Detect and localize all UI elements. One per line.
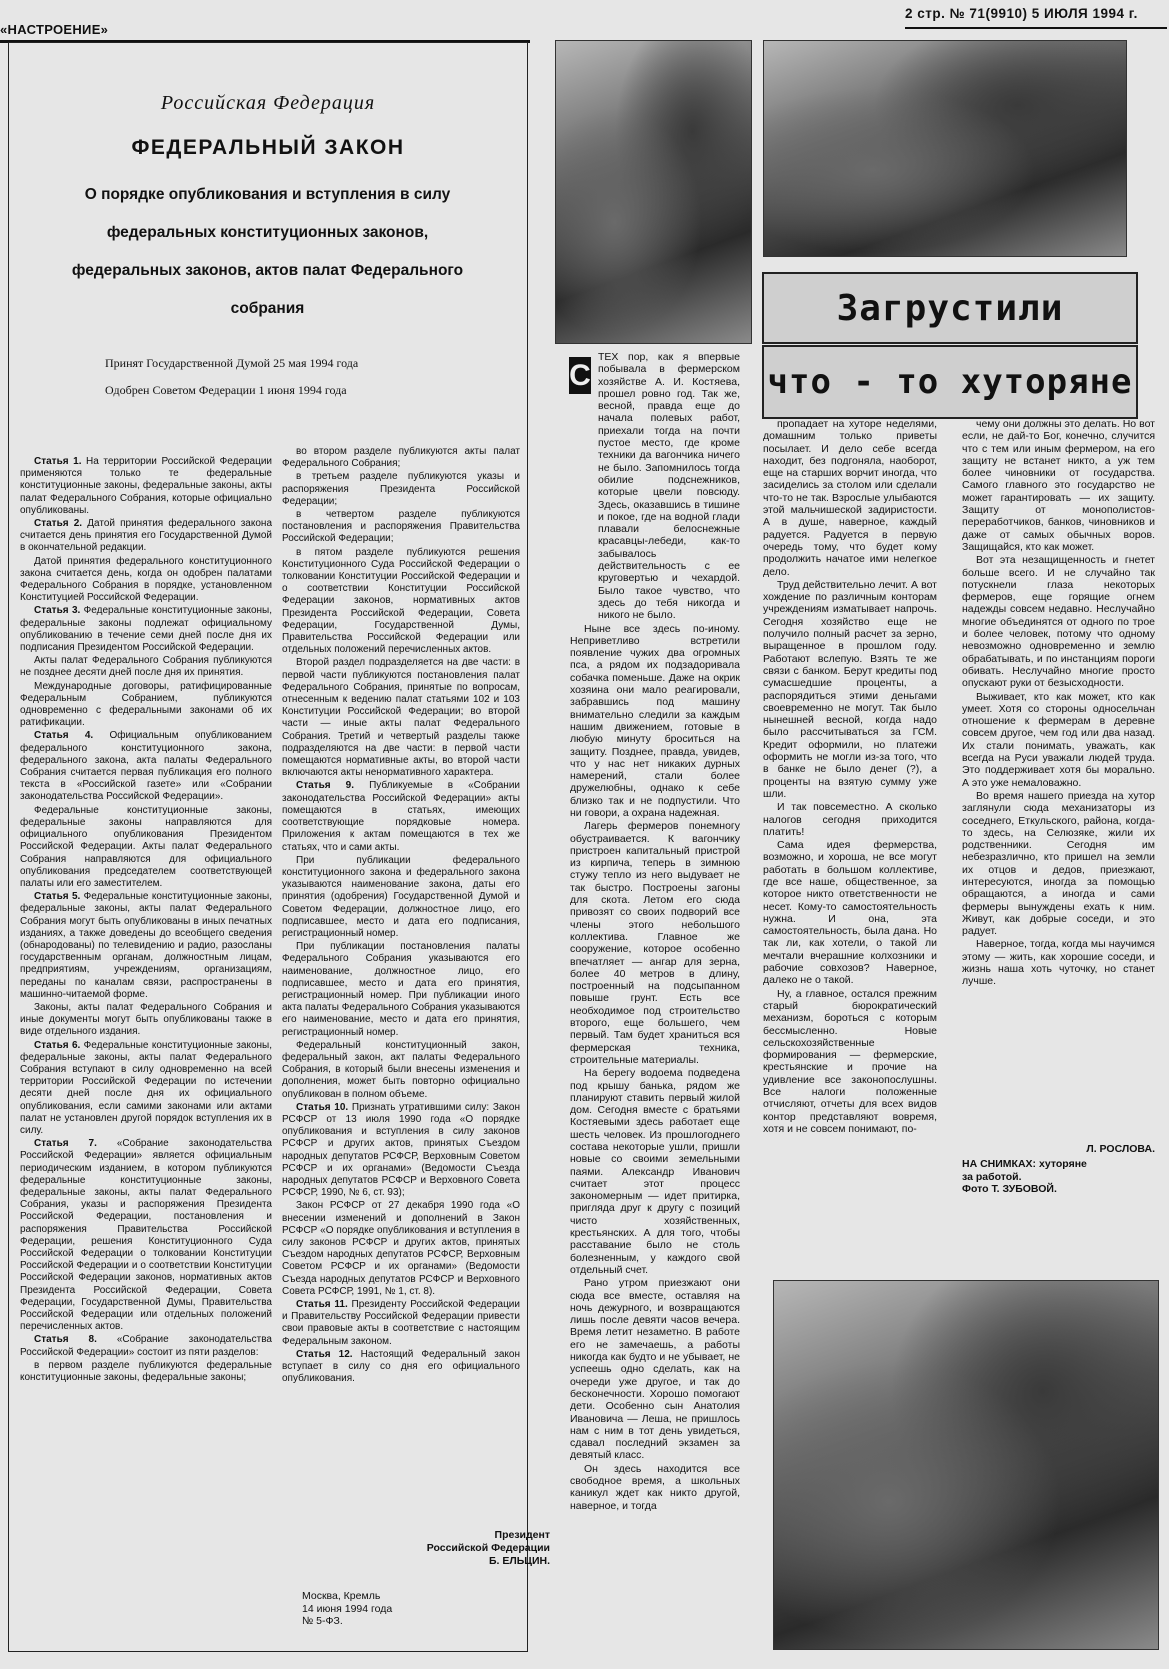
law-paragraph: [282, 471, 520, 508]
law-text: «Собрание законодательства Российской Федерации» состоит из пяти разделов:: [20, 1334, 272, 1358]
law-paragraph: [20, 1138, 272, 1333]
law-text: Федеральный конституционный закон, федеральный закон, акт палаты Федерального Собрания, в который были внесены изменения и дополнения, может быть повторно официально опубликован в полном объеме.: [282, 1039, 520, 1100]
article-paragraph: Наверное, тогда, когда мы научимся этому — жить, как хорошие соседи, и жизнь наша хоть чуточку, но станет лучше.: [962, 938, 1155, 988]
article-paragraph: Рано утром приезжают они сюда все вместе, оставляя на ночь дежурного, и возвращаются лишь после девяти часов вечера. Время летит незаметно. В работе его не замечаешь, а работы никогда как будто и не убывает, не успеешь одно сделать, как на очереди уже другое, и так до бесконечности. Хорошо помогают дети. Особенно сын Анатолия Ивановича — Леша, не пришлось нам с ним в тот день увидеться, сдавал последний экзамен за девятый класс.: [570, 1277, 740, 1462]
law-paragraph: [282, 1040, 520, 1101]
law-text: Закон РСФСР от 27 декабря 1990 года «О внесении изменений и дополнений в Закон РСФСР «О порядке опубликования и вступления в силу законов РСФСР и других актов, принятых Съездом народных депутатов РСФСР, Верховным Советом РСФСР и их органами» (Ведомости Съезда народных депутатов РСФСР и Верховного Совета РСФСР, 1991, № 1, ст. 8).: [282, 1200, 520, 1297]
article-paragraph: Ныне все здесь по-иному. Неприветливо встретили появление чужих два огромных пса, а рядом их подзадоривала собачка поменьше. Даже на окрик хозяина они мало реагировали, забравшись под машину внимательно следили за каждым нашим движением, готовые в любую минуту броситься на защиту. Позднее, правда, увидев, что у нас нет никаких дурных намерений, стали более дружелюбны, однако к себе близко так и не подпустили. Что ни говори, а охрана надежная.: [570, 622, 740, 819]
photo-tractor-farmer: [773, 1280, 1159, 1650]
law-paragraph: [282, 1102, 520, 1200]
article-column-1: [570, 351, 740, 1656]
article-column-2: [763, 418, 937, 1268]
article-number: Статья 2.: [34, 518, 83, 530]
law-text: При публикации постановления палаты Федерального Собрания указываются его наименование, должностное лицо, его подписавшее, место и дата его принятия, регистрационный номер. При публикации иного акта палаты Федерального Собрания указываются его наименование, место и дата его принятия, регистрационный номер.: [282, 941, 520, 1038]
article-column-3: [962, 418, 1155, 1138]
law-signature: [300, 1529, 550, 1568]
law-text: Публикуемые в «Собрании законодательства Российской Федерации» акты помещаются в статьях, имеющих соответствующие порядковые номера. Приложения к актам помещаются в тех же статьях, что и сами акты.: [282, 780, 520, 853]
article-number: Статья 1.: [34, 456, 82, 467]
law-paragraph: [282, 547, 520, 657]
law-text: в пятом разделе публикуются решения Конституционного Суда Российской Федерации о толковании Конституции Российской Федерации и о соответствии Конституции Российской Федерации законов, нормативных актов Президента Российской Федерации, Совета Федерации, Государственной Думы, Правительства Российской Федерации или отдельных положений перечисленных актов.: [282, 546, 520, 656]
article-paragraph: ТЕХ пор, как я впервые побывала в фермерском хозяйстве А. И. Костяева, прошел ровно год. Так же, весной, правда еще до начала полевых работ, приехали тогда на почти пустое место, где кроме техники да вагончика ничего не было. Запомнилось тогда обилие подснежников, которые цвели повсюду. Здесь, оказавшись в тишине и покое, где на водной глади плавали белоснежные красавцы-лебеди, как-то забывалось действительность с ее круговертью и чехардой. Было такое чувство, что здесь до тебя никогда и никого не было.: [598, 351, 740, 622]
article-number: Статья 6.: [34, 1039, 81, 1051]
place-line: 14 июня 1994 года: [302, 1602, 393, 1615]
article-dropcap: С: [569, 359, 591, 392]
law-paragraph: [20, 1334, 272, 1358]
law-text: в первом разделе публикуются федеральные конституционные законы, федеральные законы;: [20, 1359, 272, 1384]
law-text: в четвертом разделе публикуются постановления и распоряжения Правительства Российской Федерации;: [282, 509, 520, 545]
place-line: № 5-ФЗ.: [302, 1615, 343, 1627]
law-text: Второй раздел подразделяется на две части: в первой части публикуются постановления палат Федерального Собрания, принятые по вопросам, отнесенным к ведению палат статьями 102 и 103 Конституции Российской Федерации; во второй части — иные акты палат Федерального Собрания. Третий и четвертый разделы также подразделяются на две части: в первой части помещаются нормативные акты, во второй части включаются акты ненормативного характера.: [282, 657, 520, 779]
section-name: «НАСТРОЕНИЕ»: [0, 22, 109, 37]
article-number: Статья 12.: [296, 1348, 353, 1360]
article-number: Статья 3.: [34, 605, 81, 617]
article-headline-1: Загрустили: [762, 272, 1138, 344]
law-column-1: [20, 456, 272, 1641]
law-paragraph: [20, 891, 272, 1001]
photo-caption: [962, 1158, 1162, 1196]
law-text: Федеральные конституционные законы, федеральные законы подлежат официальному опубликованию в течение семи дней после дня их подписания Президентом Российской Федерации.: [20, 605, 272, 654]
article-paragraph: Труд действительно лечит. А вот хождение по различным конторам учреждениям изматывает напрочь. Сегодня хозяйство еще не получило полный расчет за зерно, выращенное в прошлом году. Работают вслепую. Взять те же связи с банком. Берут кредиты под сумасшедшие проценты, а распорядиться этими деньгами своевременно не могут. Так было нынешней весной, когда надо было рассчитываться за ГСМ. Кредит оформили, но платежи оформить не могли из-за того, что в банке не было денег (?), а проценты на взятую сумму уже шли.: [763, 578, 937, 800]
article-number: Статья 7.: [34, 1138, 97, 1150]
law-paragraph: [282, 780, 520, 853]
law-paragraph: [20, 681, 272, 730]
article-paragraph: пропадает на хуторе неделями, домашним только приветы посылает. И дело себе всегда находит, без подгоняла, наоборот, еще на старших ворчит иногда, что засиделись за столом или сделали что-то не так. Взрослые улыбаются этой мальчишеской задиристости. А в душе, наверное, каждый радуется. Радуется в первую очередь тому, что будет кому продолжить начатое ими нелегкое дело.: [763, 418, 937, 578]
law-text: Официальным опубликованием федерального конституционного закона, федерального закона, акта палаты Федерального Собрания считается первая публикация его полного текста в «Российской газете» или «Собрании законодательства Российской Федерации».: [20, 730, 272, 803]
law-paragraph: [20, 1002, 272, 1039]
law-column-2: [282, 446, 520, 1476]
law-text: Законы, акты палат Федерального Собрания и иные документы могут быть опубликованы также в виде отдельного издания.: [20, 1001, 272, 1038]
law-paragraph: [20, 1360, 272, 1384]
article-number: Статья 5.: [34, 891, 81, 903]
article-paragraph: Ну, а главное, остался прежним старый бюрократический механизм, бороться с которым бессмысленно. Новые сельскохозяйственные формирования — фермерские, крестьянские и прочие на удивление все законопослушны. Все налоги положенные отчисляют, отчеты для всех видов контор представляют вовремя, хотя и не совсем понимают, по-: [763, 987, 937, 1135]
law-paragraph: [282, 855, 520, 940]
law-paragraph: [20, 1040, 272, 1138]
law-subtitle: О порядке опубликования и вступления в силу федеральных конституционных законов, федеральных законов, актов палат Федерального собрания: [71, 186, 464, 317]
law-approved: Одобрен Советом Федерации 1 июня 1994 года: [105, 383, 347, 397]
law-text: Федеральные конституционные законы, федеральные законы направляются для официального опубликования Президентом Российской Федерации. Акты палат Федерального Собрания направляются для официального опубликования председателем соответствующей палаты или его заместителем.: [20, 804, 272, 889]
article-paragraph: Сама идея фермерства, возможно, и хороша, не все могут работать в большом коллективе, где все наше, общественное, за которое никто ответственности не несет. Кому-то самостоятельность нужна. И она, эта самостоятельность, была дана. Но так ли, как хотели, о такой ли мечтали вчерашние колхозники и рабочие совхозов? Наверное, далеко не о такой.: [763, 839, 937, 987]
article-paragraph: Вот эта незащищенность и гнетет больше всего. И не случайно так потускнели глаза некоторых фермеров, еще горящие огнем надежды совсем недавно. Неслучайно многие объединятся от одного по трое и более человек, потому что одному невозможно одновременно и землю обрабатывать, и по инстанциям пороги обивать. Неслучайно многие просто опускают руки от безысходности.: [962, 554, 1155, 690]
law-text: «Собрание законодательства Российской Федерации» является официальным периодическим изданием, в котором публикуются федеральные конституционные законы, федеральные законы, акты палат Федерального Собрания, указы и распоряжения Президента Российской Федерации, постановления и распоряжения Правительства Российской Федерации, решения Конституционного Суда Российской Федерации о толковании Конституции Российской Федерации и о соответствии Конституции Российской Федерации законов, нормативных актов Президента Российской Федерации, Совета Федерации, Государственной Думы, Правительства Российской Федерации или отдельных положений перечисленных актов.: [20, 1138, 272, 1333]
law-paragraph: [20, 605, 272, 654]
law-paragraph: [282, 1299, 520, 1348]
law-title: ФЕДЕРАЛЬНЫЙ ЗАКОН: [131, 136, 405, 159]
signature-line: Б. ЕЛЬЦИН.: [488, 1555, 550, 1567]
article-paragraph: И так повсеместно. А сколько налогов сегодня приходится платить!: [763, 801, 937, 838]
signature-line: Российской Федерации: [426, 1542, 550, 1554]
page-info: 2 стр. № 71(9910) 5 ИЮЛЯ 1994 г.: [905, 6, 1138, 21]
article-number: Статья 4.: [34, 730, 94, 742]
law-text: При публикации федерального конституционного закона и федерального закона указываются наименование закона, даты его принятия (одобрения) Государственной Думой и Советом Федерации, должностное лицо, его подписавшее, место и дата его подписания, регистрационный номер.: [282, 854, 520, 939]
photo-farm-bricks: [555, 40, 752, 344]
law-adopted: Принят Государственной Думой 25 мая 1994 года: [105, 356, 359, 370]
article-number: Статья 11.: [296, 1299, 348, 1311]
law-text: Федеральные конституционные законы, федеральные законы, акты палат Федерального Собрания могут быть опубликованы в иных печатных изданиях, а также доведены до всеобщего сведения (обнародованы) по телевидению и радио, разосланы государственным органам, должностным лицам, предприятиям, учреждениям, организациям, переданы по каналам связи, распространены в машинно-читаемой форме.: [20, 891, 272, 1000]
place-line: Москва, Кремль: [302, 1590, 381, 1602]
law-paragraph: [282, 657, 520, 779]
law-paragraph: [282, 1349, 520, 1386]
photo-farmer-field: [763, 40, 1127, 257]
caption-line: Фото Т. ЗУБОВОЙ.: [962, 1183, 1057, 1195]
law-federation: Российская Федерация: [160, 92, 376, 114]
law-text: На территории Российской Федерации применяются только те федеральные конституционные законы, федеральные законы, акты палат Федерального Собрания, которые официально опубликованы.: [20, 456, 272, 516]
page-info-rule: [905, 27, 1167, 29]
law-text: Настоящий Федеральный закон вступает в силу со дня его официального опубликования.: [282, 1348, 520, 1385]
law-text: Акты палат Федерального Собрания публикуются не позднее десяти дней после дня их принятия.: [20, 655, 272, 679]
article-paragraph: Во время нашего приезда на хутор заглянули сюда механизаторы из соседнего, Еткульского, района, когда-то здесь, на Селюзяке, жили их родственники. Сегодня им небезразлично, кто пришел на земли их отцов и дедов, приезжают, интересуются, иногда за помощью обращаются, а иногда и сами фермеры вынуждены ехать к ним. Живут, как добрые соседи, и это радует.: [962, 789, 1155, 938]
law-paragraph: [282, 1200, 520, 1298]
article-headline-2: что - то хуторяне: [762, 345, 1138, 419]
law-paragraph: [20, 518, 272, 555]
law-text: Датой принятия федерального закона считается день принятия его Государственной Думой в окончательной редакции.: [20, 518, 272, 554]
article-number: Статья 10.: [296, 1101, 349, 1113]
article-paragraph: На берегу водоема подведена под крышу банька, рядом же планируют ставить первый жилой дом. Сегодня вместе с братьями Костяевыми здесь работает еще шесть человек. Из прошлогоднего состава некоторые ушли, пришли новые со своими земельными паями. Александр Иванович считает этот процесс закономерным — идет притирка, пригляда друг к другу с позиций чисто хозяйственных, крестьянских. А для того, чтобы расставание было не столь болезненным, у каждого свой отдельный счет.: [570, 1067, 740, 1276]
law-text: Федеральные конституционные законы, федеральные законы, акты палат Федерального Собрания вступают в силу одновременно на всей территории Российской Федерации по истечении десяти дней после дня их официального опубликования, если самими законами или актами палат не установлен другой порядок вступления их в силу.: [20, 1039, 272, 1136]
law-text: во втором разделе публикуются акты палат Федерального Собрания;: [282, 446, 520, 470]
article-number: Статья 8.: [34, 1334, 97, 1346]
signature-line: Президент: [494, 1529, 550, 1541]
law-paragraph: [282, 941, 520, 1039]
law-paragraph: [20, 655, 272, 679]
law-place-date: [302, 1590, 392, 1628]
caption-line: НА СНИМКАХ: хуторяне: [962, 1158, 1087, 1170]
law-paragraph: [282, 509, 520, 546]
law-paragraph: [20, 456, 272, 517]
article-paragraph: чему они должны это делать. Но вот если, не дай-то Бог, конечно, случится что с тем или иным фермером, на его защиту не встанет никто, а уж тем более чиновники от государства. Самого главного это государство не может гарантировать — их защиту. Защиту от монополистов-переработчиков, банков, чиновников и даже от самых обычных воров. Защищайся, кто как может.: [962, 418, 1155, 553]
caption-line: за работой.: [962, 1170, 1022, 1183]
article-paragraph: Лагерь фермеров понемногу обустраивается. К вагончику пристроен капитальный пристрой из кирпича, теперь в зимнюю стужу тепло из него выдувает не так быстро. Построены загоны для скота. Летом его сюда привозят со своих подворий все члены этого небольшого коллектива. Главное же сооружение, которое особенно впечатляет — ангар для зерна, более 40 метров в длину, построенный на подсыпанном повыше грунт. Есть все необходимое под строительство второго, еще большего, чем первый. Там будет храниться вся фермерская техника, строительные материалы.: [570, 820, 740, 1066]
law-text: Датой принятия федерального конституционного закона считается день, когда он одобрен палатами Федерального Собрания в порядке, установленном Конституцией Российской Федерации.: [20, 555, 272, 604]
law-paragraph: [282, 446, 520, 470]
article-paragraph: Выживает, кто как может, кто как умеет. Хотя со стороны односельчан отношение к фермерам в деревне совсем другое, чем год или два назад. Их стали понимать, уважать, как всегда на Руси уважали людей труда. Это поддерживает хотя бы морально. А это уже немаловажно.: [962, 690, 1155, 789]
law-paragraph: [20, 556, 272, 605]
article-byline: Л. РОСЛОВА.: [1086, 1143, 1155, 1155]
law-text: в третьем разделе публикуются указы и распоряжения Президента Российской Федерации;: [282, 471, 520, 507]
law-text: Международные договоры, ратифицированные Федеральным Собранием, публикуются одновременно с федеральными законами об их ратификации.: [20, 680, 272, 729]
law-text: Президенту Российской Федерации и Правительству Российской Федерации привести свои правовые акты в соответствие с настоящим Федеральным законом.: [282, 1299, 520, 1347]
law-paragraph: [20, 730, 272, 803]
article-paragraph: Он здесь находится все свободное время, а школьных каникул ждет как никто другой, наверное, и тогда: [570, 1462, 740, 1512]
article-number: Статья 9.: [296, 780, 354, 792]
law-paragraph: [20, 805, 272, 890]
law-text: Признать утратившими силу: Закон РСФСР от 13 июля 1990 года «О порядке опубликования и вступления в силу законов РСФСР и других актов, принятых Съездом народных депутатов РСФСР, Верховным Советом РСФСР и их органами» (Ведомости Съезда народных депутатов РСФСР и Верховного Совета РСФСР, 1990, № 6, ст. 93);: [282, 1101, 520, 1199]
